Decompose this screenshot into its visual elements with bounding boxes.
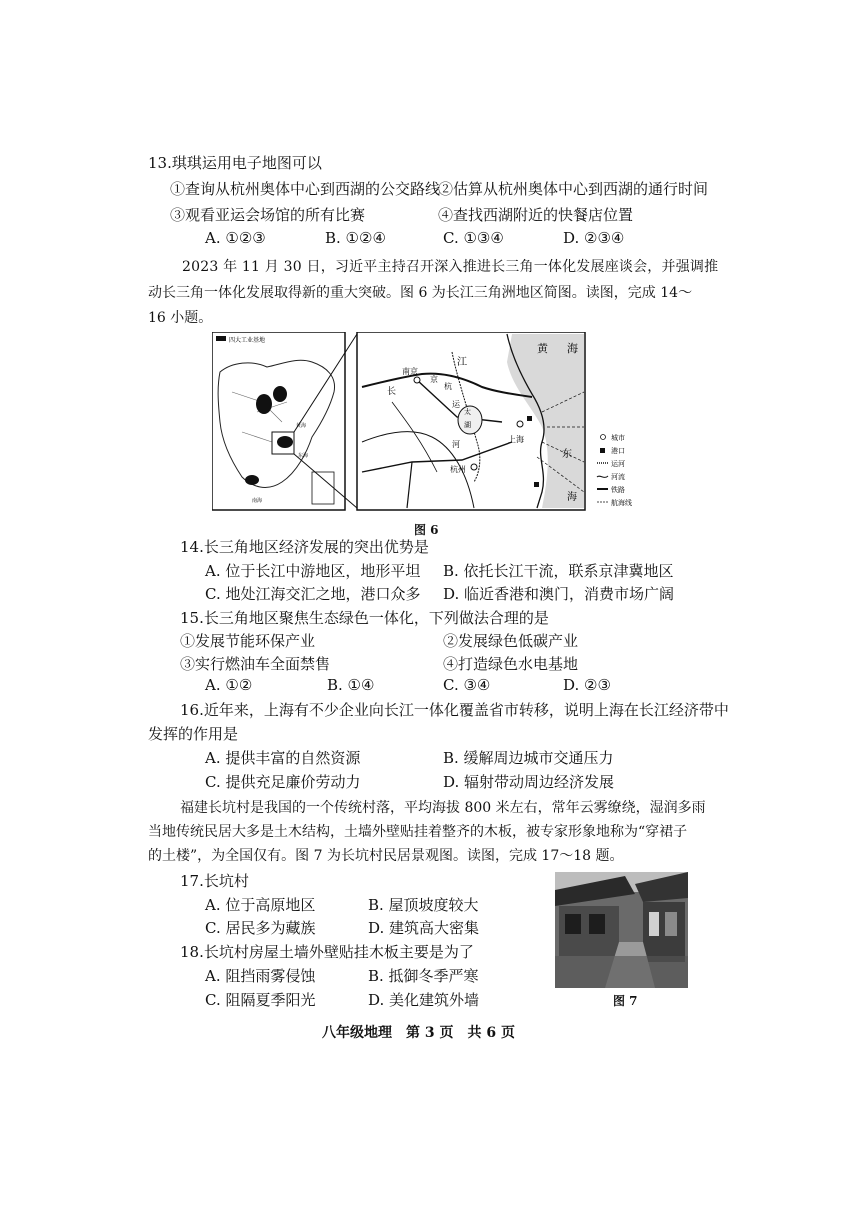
q13-statement-3: ③观看亚运会场馆的所有比赛 bbox=[170, 206, 366, 224]
legend-label-city: 城市 bbox=[611, 434, 625, 442]
map-label-shanghai: 上海 bbox=[508, 435, 524, 444]
figure-7-caption: 图 7 bbox=[613, 994, 638, 1008]
map-label-jing: 京 bbox=[430, 375, 438, 384]
q18-option-d: D. 美化建筑外墙 bbox=[368, 991, 480, 1009]
river-icon bbox=[597, 476, 608, 477]
q14-option-c: C. 地处江海交汇之地，港口众多 bbox=[205, 585, 421, 603]
inset-label-nanhai: 南海 bbox=[252, 498, 263, 504]
q16-option-a: A. 提供丰富的自然资源 bbox=[205, 749, 361, 767]
q15-statement-2: ②发展绿色低碳产业 bbox=[443, 632, 579, 650]
city-icon bbox=[601, 435, 606, 440]
map-label-he: 河 bbox=[452, 440, 460, 449]
q16-stem-line1: 16.近年来，上海有不少企业向长江一体化覆盖省市转移，说明上海在长江经济带中 bbox=[180, 701, 729, 719]
yangtze-delta-map bbox=[357, 332, 585, 510]
intro1-line1: 2023 年 11 月 30 日，习近平主持召开深入推进长三角一体化发展座谈会，并强调推 bbox=[182, 259, 719, 275]
q17-option-a: A. 位于高原地区 bbox=[205, 896, 316, 914]
legend-label-railway: 铁路 bbox=[611, 486, 625, 494]
map-label-hang: 杭 bbox=[444, 382, 452, 391]
figure-6-caption: 图 6 bbox=[414, 523, 439, 537]
map-label-tai: 太 bbox=[464, 408, 471, 416]
q13-option-b: B. ①②④ bbox=[325, 229, 386, 247]
q14-stem: 14.长三角地区经济发展的突出优势是 bbox=[180, 538, 429, 556]
figure-7-photo bbox=[555, 872, 688, 988]
figure-6-map bbox=[212, 332, 652, 522]
q15-option-d: D. ②③ bbox=[563, 676, 611, 694]
inset-legend-label: 四大工业基地 bbox=[229, 337, 266, 344]
map-legend bbox=[597, 433, 632, 507]
map-label-nanjing: 南京 bbox=[402, 367, 418, 376]
q15-option-b: B. ①④ bbox=[327, 676, 375, 694]
q18-stem: 18.长坑村房屋土墙外壁贴挂木板主要是为了 bbox=[180, 943, 474, 961]
legend-label-port: 港口 bbox=[611, 447, 625, 455]
q14-option-a: A. 位于长江中游地区，地形平坦 bbox=[205, 562, 421, 580]
map-label-hu: 湖 bbox=[464, 421, 471, 429]
q14-option-d: D. 临近香港和澳门，消费市场广阔 bbox=[443, 585, 675, 603]
q15-option-c: C. ③④ bbox=[443, 676, 491, 694]
q18-option-b: B. 抵御冬季严寒 bbox=[368, 967, 479, 985]
china-inset-map bbox=[212, 332, 345, 510]
q16-option-c: C. 提供充足廉价劳动力 bbox=[205, 773, 361, 791]
q15-statement-3: ③实行燃油车全面禁售 bbox=[180, 655, 331, 673]
q18-option-a: A. 阻挡雨雾侵蚀 bbox=[205, 967, 316, 985]
map-label-dong: 东 bbox=[562, 449, 572, 460]
inset-label-huanghai: 黄海 bbox=[296, 423, 307, 429]
q15-statement-4: ④打造绿色水电基地 bbox=[443, 655, 579, 673]
q13-option-a: A. ①②③ bbox=[205, 229, 266, 247]
q17-option-d: D. 建筑高大密集 bbox=[368, 919, 480, 937]
q16-stem-line2: 发挥的作用是 bbox=[148, 725, 239, 743]
q13-option-d: D. ②③④ bbox=[563, 229, 625, 247]
q18-option-c: C. 阻隔夏季阳光 bbox=[205, 991, 316, 1009]
intro1-line3: 16 小题。 bbox=[148, 310, 213, 326]
intro2-line2: 当地传统民居大多是土木结构，土墙外壁贴挂着整齐的木板，被专家形象地称为“穿裙子 bbox=[148, 824, 688, 840]
q17-option-b: B. 屋顶坡度较大 bbox=[368, 896, 479, 914]
q17-stem: 17.长坑村 bbox=[180, 872, 249, 890]
map-label-hai: 海 bbox=[567, 342, 578, 355]
legend-label-shipping: 航海线 bbox=[611, 499, 632, 507]
q13-option-c: C. ①③④ bbox=[443, 229, 504, 247]
map-label-jiang: 江 bbox=[457, 357, 467, 368]
q13-statement-4: ④查找西湖附近的快餐店位置 bbox=[438, 206, 634, 224]
q13-stem: 13.琪琪运用电子地图可以 bbox=[148, 154, 322, 172]
legend-label-canal: 运河 bbox=[611, 460, 625, 468]
q13-statement-1: ①查询从杭州奥体中心到西湖的公交路线 bbox=[170, 180, 441, 198]
legend-label-river: 河流 bbox=[611, 473, 625, 481]
q13-statement-2: ②估算从杭州奥体中心到西湖的通行时间 bbox=[438, 180, 709, 198]
inset-label-donghai: 东海 bbox=[298, 453, 309, 459]
q16-option-d: D. 辐射带动周边经济发展 bbox=[443, 773, 615, 791]
q16-option-b: B. 缓解周边城市交通压力 bbox=[443, 749, 614, 767]
map-label-zhang: 长 bbox=[387, 387, 397, 397]
map-label-hangzhou: 杭州 bbox=[450, 465, 466, 474]
q15-option-a: A. ①② bbox=[205, 676, 253, 694]
port-icon bbox=[600, 448, 605, 453]
map-label-yun: 运 bbox=[452, 400, 460, 409]
q14-option-b: B. 依托长江干流，联系京津冀地区 bbox=[443, 562, 674, 580]
intro1-line2: 动长三角一体化发展取得新的重大突破。图 6 为长江三角洲地区简图。读图，完成 14～ bbox=[148, 285, 693, 301]
q17-option-c: C. 居民多为藏族 bbox=[205, 919, 316, 937]
intro2-line1: 福建长坑村是我国的一个传统村落，平均海拔 800 米左右，常年云雾缭绕，湿润多雨 bbox=[180, 800, 706, 816]
q15-stem: 15.长三角地区聚焦生态绿色一体化，下列做法合理的是 bbox=[180, 609, 549, 627]
intro2-line3: 的土楼”，为全国仅有。图 7 为长坑村民居景观图。读图，完成 17～18 题。 bbox=[148, 848, 624, 864]
map-label-hai2: 海 bbox=[567, 492, 577, 503]
map-label-huang: 黄 bbox=[537, 342, 548, 355]
page-footer: 八年级地理 第 3 页 共 6 页 bbox=[322, 1025, 515, 1041]
q15-statement-1: ①发展节能环保产业 bbox=[180, 632, 316, 650]
